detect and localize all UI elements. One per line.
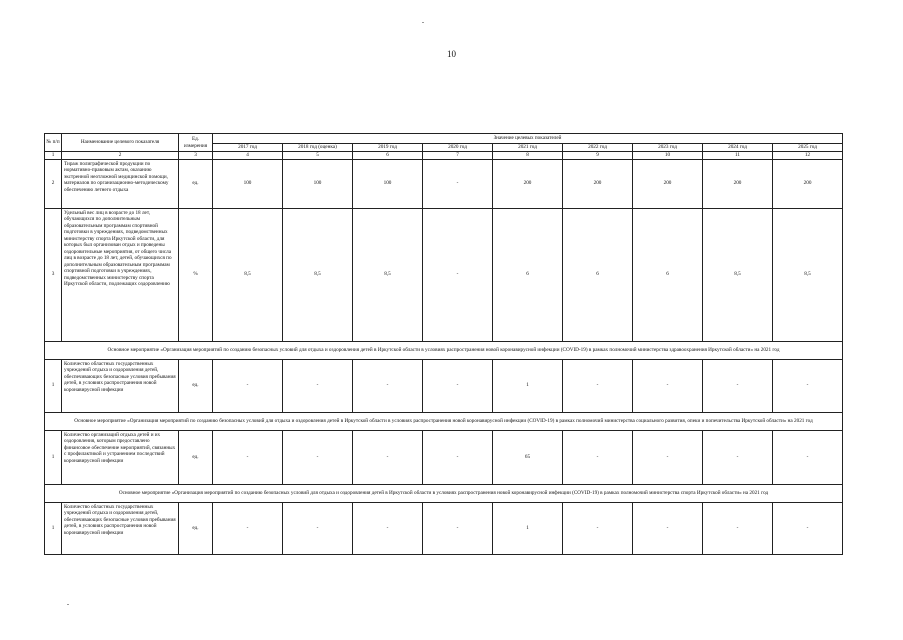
header-num: № п/п <box>45 134 62 152</box>
header-row-top <box>45 134 843 144</box>
header-year: 2017 год <box>213 144 283 152</box>
indicator-row <box>45 208 843 341</box>
header-unit: Ед. измерения <box>179 134 213 152</box>
value-cell: 6 <box>563 208 633 341</box>
row-number: 3 <box>45 208 62 341</box>
value-cell: - <box>633 359 703 412</box>
row-number: 1 <box>45 502 62 554</box>
value-cell: - <box>703 359 773 412</box>
indicator-row <box>45 430 843 484</box>
value-cell: - <box>423 208 493 341</box>
unit-cell: ед. <box>179 430 213 484</box>
section-row <box>45 412 843 430</box>
value-cell: - <box>563 502 633 554</box>
section-title: Основное мероприятие «Организация мероприятий по созданию безопасных условий для отдыха и оздоровления детей в Иркутской области в условиях распространения новой коронавирусной инфекции (COVID-19) в рамках полномочий министерства социального развития, опеки и попечительства Иркутской области» на 2021 год <box>45 412 843 430</box>
unit-cell: ед. <box>179 502 213 554</box>
column-number: 10 <box>633 152 703 160</box>
section-row <box>45 484 843 502</box>
value-cell: 100 <box>213 159 283 208</box>
section-row <box>45 341 843 359</box>
value-cell: 200 <box>633 159 703 208</box>
page-number: 10 <box>447 49 456 59</box>
header-year: 2021 год <box>493 144 563 152</box>
indicator-row <box>45 359 843 412</box>
value-cell: 200 <box>703 159 773 208</box>
value-cell: - <box>283 502 353 554</box>
value-cell: 6 <box>493 208 563 341</box>
column-number: 2 <box>62 152 179 160</box>
value-cell: - <box>773 430 843 484</box>
column-number: 1 <box>45 152 62 160</box>
value-cell: 1 <box>493 359 563 412</box>
value-cell: 200 <box>493 159 563 208</box>
column-number: 8 <box>493 152 563 160</box>
scan-speck <box>67 604 69 605</box>
value-cell: - <box>423 502 493 554</box>
value-cell: - <box>703 502 773 554</box>
header-year: 2022 год <box>563 144 633 152</box>
value-cell: 6 <box>633 208 703 341</box>
header-year: 2018 год (оценка) <box>283 144 353 152</box>
value-cell: 8,5 <box>213 208 283 341</box>
value-cell: - <box>353 359 423 412</box>
header-year: 2019 год <box>353 144 423 152</box>
column-number: 12 <box>773 152 843 160</box>
header-values-group: Значение целевых показателей <box>213 134 843 144</box>
row-number: 2 <box>45 159 62 208</box>
value-cell: - <box>703 430 773 484</box>
unit-cell: ед. <box>179 359 213 412</box>
value-cell: 8,5 <box>283 208 353 341</box>
value-cell: - <box>283 430 353 484</box>
unit-cell: ед. <box>179 159 213 208</box>
value-cell: - <box>563 430 633 484</box>
column-number: 7 <box>423 152 493 160</box>
row-number: 1 <box>45 359 62 412</box>
column-number: 4 <box>213 152 283 160</box>
value-cell: - <box>423 159 493 208</box>
header-year: 2020 год <box>423 144 493 152</box>
section-title: Основное мероприятие «Организация мероприятий по созданию безопасных условий для отдыха и оздоровления детей в Иркутской области в условиях распространения новой коронавирусной инфекции (COVID-19) в рамках полномочий министерства здравоохранения Иркутской области» на 2021 год <box>45 341 843 359</box>
header-year: 2024 год <box>703 144 773 152</box>
value-cell: - <box>773 359 843 412</box>
target-indicators-table <box>44 133 843 555</box>
indicator-row <box>45 159 843 208</box>
header-year: 2025 год <box>773 144 843 152</box>
indicator-name: Количество областных государственных учреждений отдыха и оздоровления детей, обеспечивающих безопасные условия пребывания детей, в условиях распространения новой коронавирусной инфекции <box>62 502 179 554</box>
value-cell: 200 <box>563 159 633 208</box>
value-cell: 100 <box>353 159 423 208</box>
column-number: 6 <box>353 152 423 160</box>
header-year: 2023 год <box>633 144 703 152</box>
value-cell: 200 <box>773 159 843 208</box>
value-cell: - <box>213 502 283 554</box>
value-cell: - <box>353 430 423 484</box>
value-cell: - <box>353 502 423 554</box>
table-body <box>45 134 843 555</box>
column-number: 3 <box>179 152 213 160</box>
value-cell: - <box>423 430 493 484</box>
column-numbers-row <box>45 152 843 160</box>
value-cell: - <box>633 502 703 554</box>
value-cell: 8,5 <box>353 208 423 341</box>
value-cell: 65 <box>493 430 563 484</box>
value-cell: - <box>423 359 493 412</box>
indicator-row <box>45 502 843 554</box>
indicator-name: Количество организаций отдыха детей и их оздоровления, которым предоставлено финансовое обеспечение мероприятий, связанных с профилактикой и устранением последствий коронавирусной инфекции <box>62 430 179 484</box>
column-number: 5 <box>283 152 353 160</box>
section-title: Основное мероприятие «Организация мероприятий по созданию безопасных условий для отдыха и оздоровления детей в Иркутской области в условиях распространения новой коронавирусной инфекции (COVID-19) в рамках полномочий министерства спорта Иркутской области» на 2021 год <box>45 484 843 502</box>
header-name: Наименование целевого показателя <box>62 134 179 152</box>
column-number: 9 <box>563 152 633 160</box>
indicator-name: Количество областных государственных учреждений отдыха и оздоровления детей, обеспечивающих безопасные условия пребывания детей, в условиях распространения новой коронавирусной инфекции <box>62 359 179 412</box>
value-cell: - <box>283 359 353 412</box>
value-cell: - <box>563 359 633 412</box>
value-cell: - <box>213 359 283 412</box>
value-cell: 8,5 <box>773 208 843 341</box>
value-cell: 8,5 <box>703 208 773 341</box>
value-cell: - <box>633 430 703 484</box>
row-number: 1 <box>45 430 62 484</box>
unit-cell: % <box>179 208 213 341</box>
value-cell: 1 <box>493 502 563 554</box>
value-cell: - <box>773 502 843 554</box>
value-cell: 100 <box>283 159 353 208</box>
column-number: 11 <box>703 152 773 160</box>
value-cell: - <box>213 430 283 484</box>
indicator-name: Удельный вес лиц в возрасте до 18 лет, обучающихся по дополнительным образовательным программам спортивной подготовки в учреждениях, подведомственных министерству спорта Иркутской области, для которых был организован отдых и проведены оздоровительные мероприятия, от общего числа лиц в возрасте до 18 лет, детей, обучающихся по дополнительным образовательным программам спортивной подготовки в учреждениях, подведомственных министерству спорта Иркутской области, подлежащих оздоровлению <box>62 208 179 341</box>
indicator-name: Тираж полиграфической продукции по нормативно-правовым актам, оказанию экстренной неотложной медицинской помощи, материалов по организационно-методическому обеспечению летнего отдыха <box>62 159 179 208</box>
scan-speck <box>422 22 424 23</box>
